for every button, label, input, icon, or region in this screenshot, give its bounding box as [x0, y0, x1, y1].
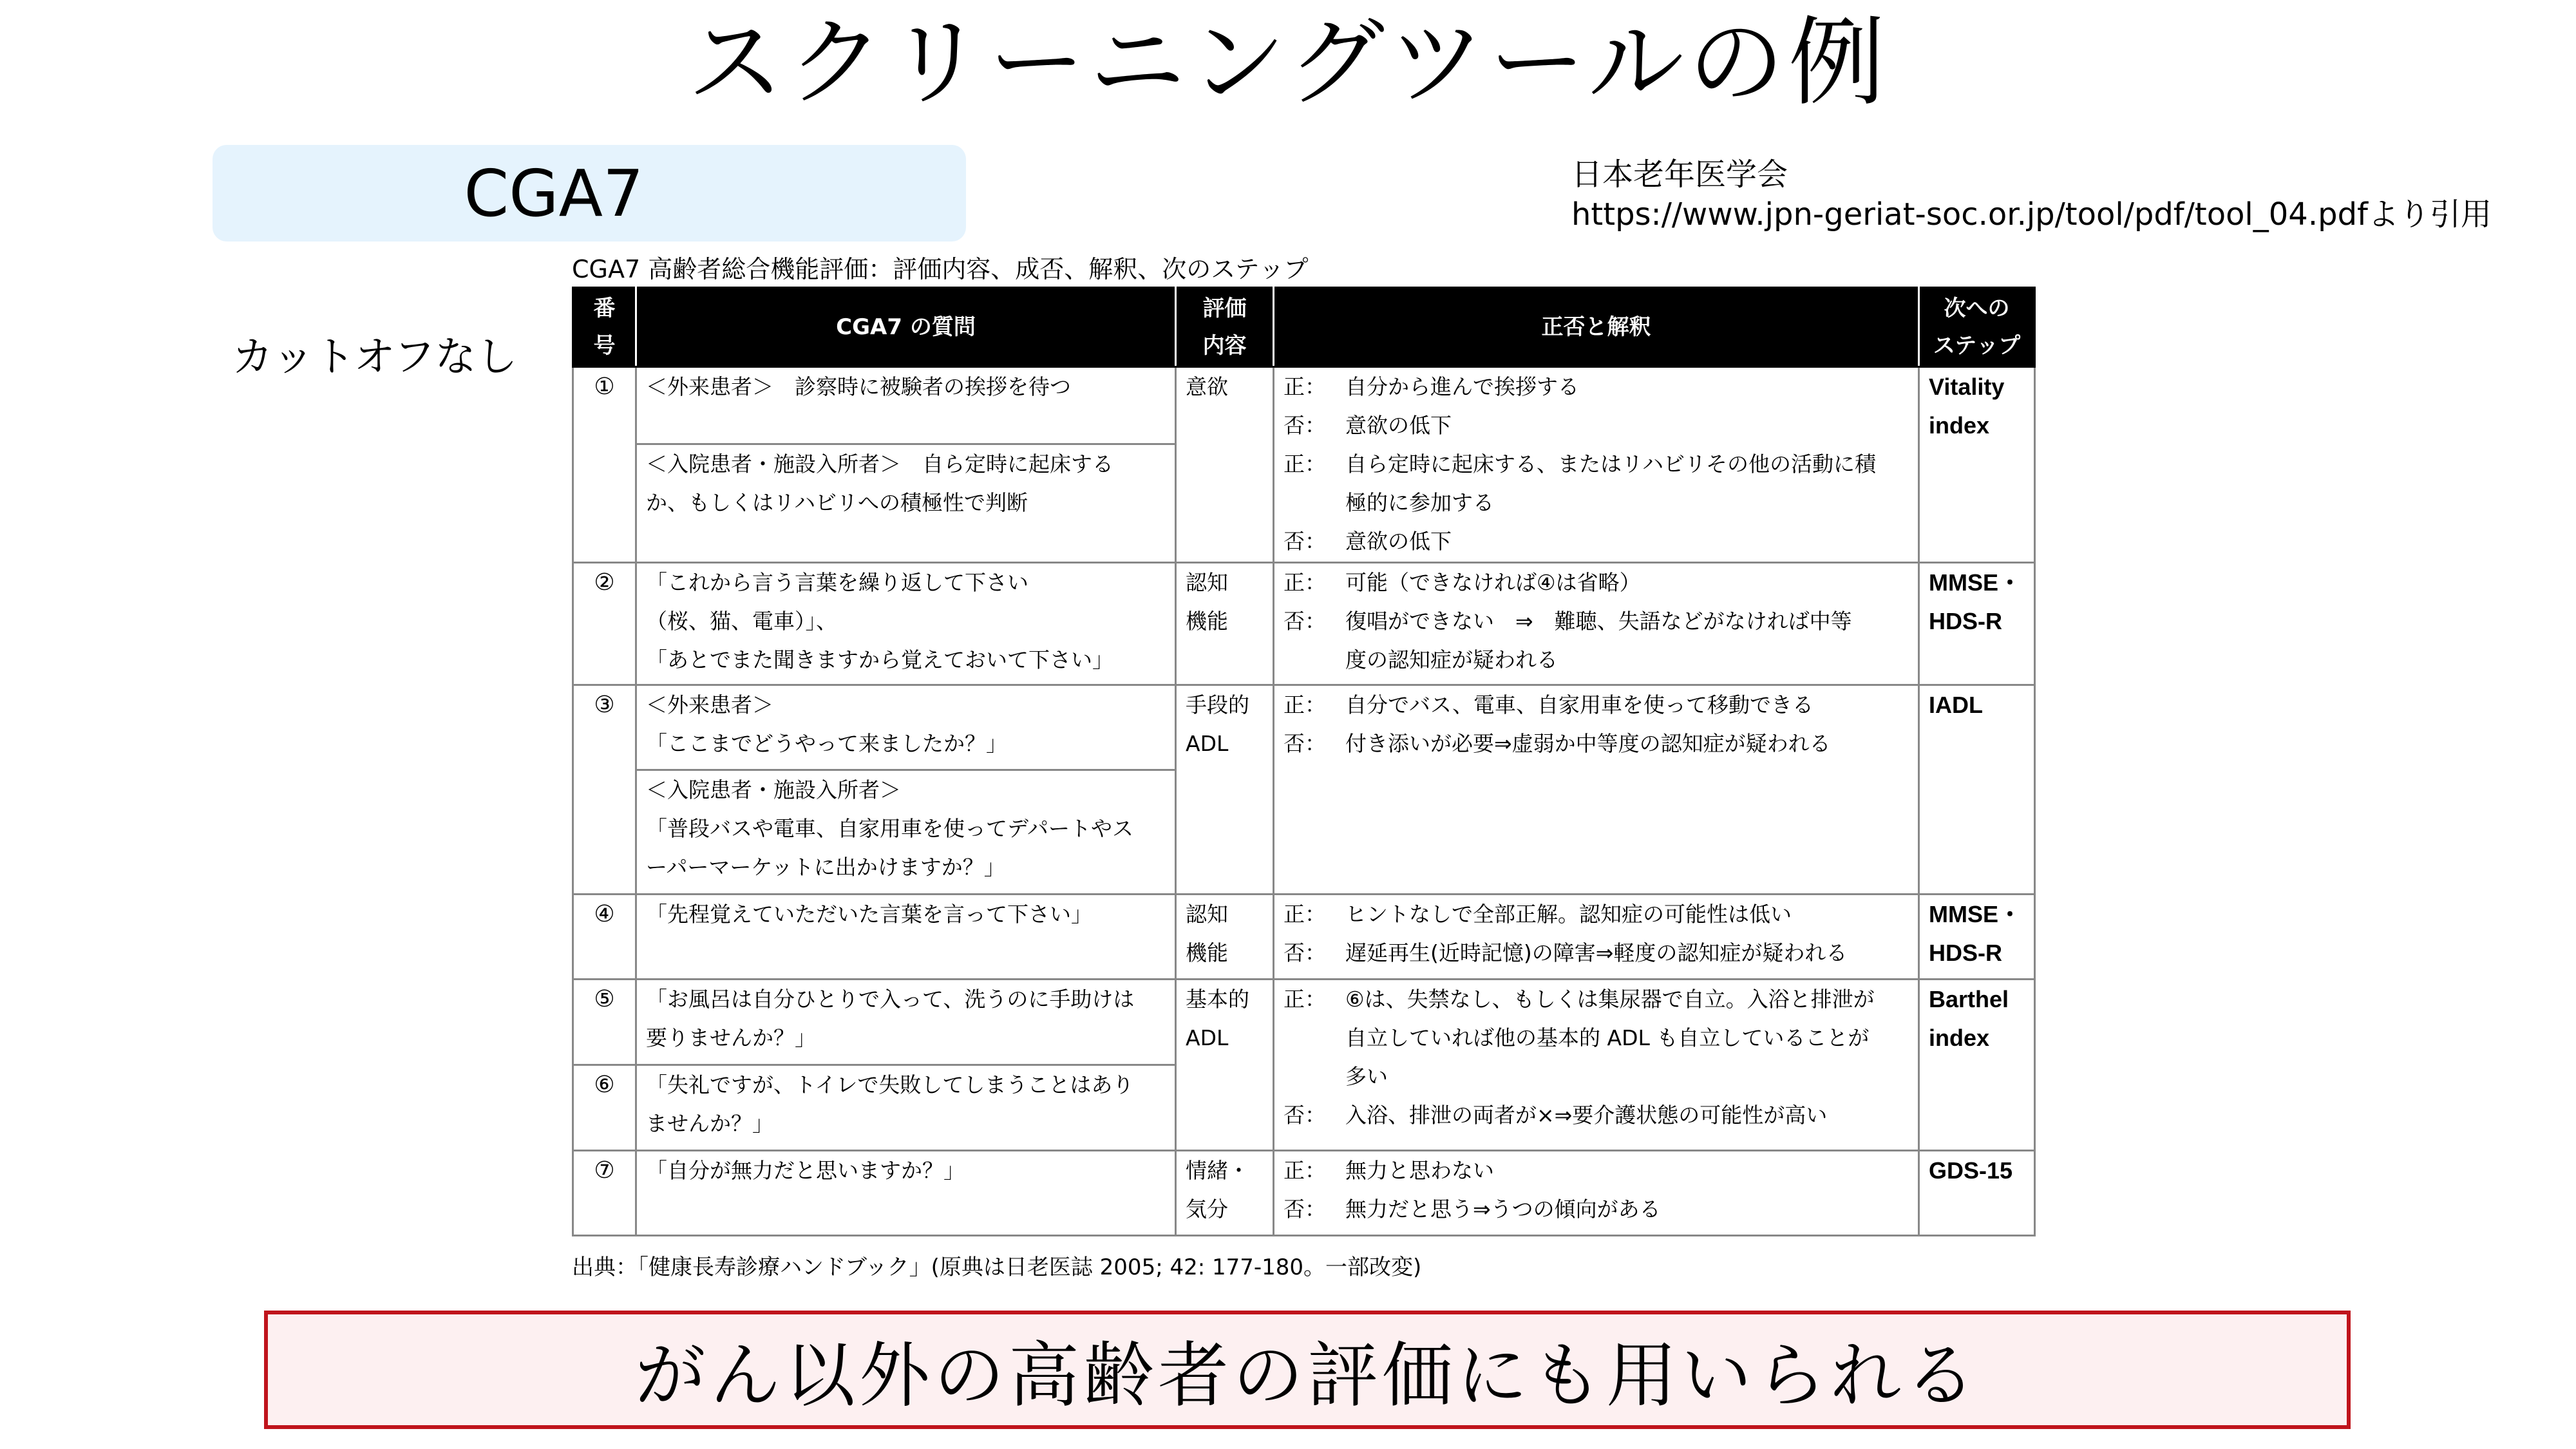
row-number: ③ [573, 685, 636, 895]
interpretation-cell: 正： ⑥は、失禁なし、もしくは集尿器で自立。入浴と排泄が 自立していれば他の基本的 ADL も自立していることが 多い 否： 入浴、排泄の両者が×⇒要介護状態の可能性が高い [1274, 980, 1919, 1151]
row-number: ① [573, 367, 636, 563]
category-cell: 認知 機能 [1176, 895, 1274, 980]
interpretation-cell: 正： 可能（できなければ④は省略） 否： 復唱ができない ⇒ 難聴、失語などがなければ中等 度の認知症が疑われる [1274, 563, 1919, 685]
next-step-cell: MMSE・ HDS-R [1919, 895, 2035, 980]
source-organization: 日本老年医学会 [1571, 156, 1788, 193]
tool-badge [213, 145, 966, 242]
next-step-cell: IADL [1919, 685, 2035, 895]
question-cell: 「自分が無力だと思いますか？」 [636, 1151, 1176, 1236]
interpretation-cell: 正： 自分から進んで挨拶する 否： 意欲の低下 正： 自ら定時に起床する、またはリハビリその他の活動に積 極的に参加する 否： 意欲の低下 [1274, 367, 1919, 563]
summary-text: がん以外の高齢者の評価にも用いられる [635, 1334, 1980, 1417]
table-row [573, 367, 2035, 444]
category-cell: 認知 機能 [1176, 563, 1274, 685]
cutoff-note: カットオフなし [232, 334, 518, 381]
question-cell: 「お風呂は自分ひとりで入って、洗うのに手助けは 要りませんか？」 [636, 980, 1176, 1065]
interpretation-cell: 正： ヒントなしで全部正解。認知症の可能性は低い 否： 遅延再生(近時記憶)の障害⇒軽度の認知症が疑われる [1274, 895, 1919, 980]
summary-box [264, 1311, 2351, 1429]
category-cell: 手段的 ADL [1176, 685, 1274, 895]
next-step-cell: MMSE・ HDS-R [1919, 563, 2035, 685]
next-step-cell: Vitality index [1919, 367, 2035, 563]
header-number: 番 号 [573, 288, 636, 367]
question-cell: ＜入院患者・施設入所者＞ 「普段バスや電車、自家用車を使ってデパートやス ーパーマーケットに出かけますか？」 [636, 770, 1176, 895]
source-url: https://www.jpn-geriat-soc.or.jp/tool/pdf/tool_04.pdfより引用 [1571, 196, 2492, 232]
row-number: ⑥ [573, 1065, 636, 1151]
table-row [573, 895, 2035, 980]
header-question: CGA7 の質問 [636, 288, 1176, 367]
question-cell: 「先程覚えていただいた言葉を言って下さい」 [636, 895, 1176, 980]
table-row [573, 1151, 2035, 1236]
row-number: ⑤ [573, 980, 636, 1065]
question-cell: ＜外来患者＞ 診察時に被験者の挨拶を待つ [636, 367, 1176, 444]
table-header-row [573, 288, 2035, 367]
interpretation-cell: 正： 無力と思わない 否： 無力だと思う⇒うつの傾向がある [1274, 1151, 1919, 1236]
row-number: ⑦ [573, 1151, 636, 1236]
next-step-cell: Barthel index [1919, 980, 2035, 1151]
table-row [573, 563, 2035, 685]
cga7-table [572, 287, 2036, 1236]
interpretation-cell: 正： 自分でバス、電車、自家用車を使って移動できる 否： 付き添いが必要⇒虚弱か中等度の認知症が疑われる [1274, 685, 1919, 895]
header-content: 評価 内容 [1176, 288, 1274, 367]
table-caption: CGA7 高齢者総合機能評価：評価内容、成否、解釈、次のステップ [572, 255, 1309, 283]
next-step-cell: GDS-15 [1919, 1151, 2035, 1236]
tool-badge-label: CGA7 [464, 155, 644, 231]
table-row [573, 980, 2035, 1065]
category-cell: 意欲 [1176, 367, 1274, 563]
table-footnote: 出典：「健康長寿診療ハンドブック」(原典は日老医誌 2005; 42: 177-180。一部改変) [572, 1255, 1422, 1280]
row-number: ② [573, 563, 636, 685]
question-cell: 「これから言う言葉を繰り返して下さい （桜、猫、電車）」、 「あとでまた聞きますから覚えておいて下さい」 [636, 563, 1176, 685]
question-cell: 「失礼ですが、トイレで失敗してしまうことはあり ませんか？」 [636, 1065, 1176, 1151]
category-cell: 基本的 ADL [1176, 980, 1274, 1151]
question-cell: ＜入院患者・施設入所者＞ 自ら定時に起床する か、もしくはリハビリへの積極性で判断 [636, 444, 1176, 563]
row-number: ④ [573, 895, 636, 980]
table-row [573, 685, 2035, 770]
question-cell: ＜外来患者＞ 「ここまでどうやって来ましたか？」 [636, 685, 1176, 770]
header-next-step: 次への ステップ [1919, 288, 2035, 367]
page-title: スクリーニングツールの例 [687, 7, 1889, 119]
header-interpretation: 正否と解釈 [1274, 288, 1919, 367]
category-cell: 情緒・ 気分 [1176, 1151, 1274, 1236]
